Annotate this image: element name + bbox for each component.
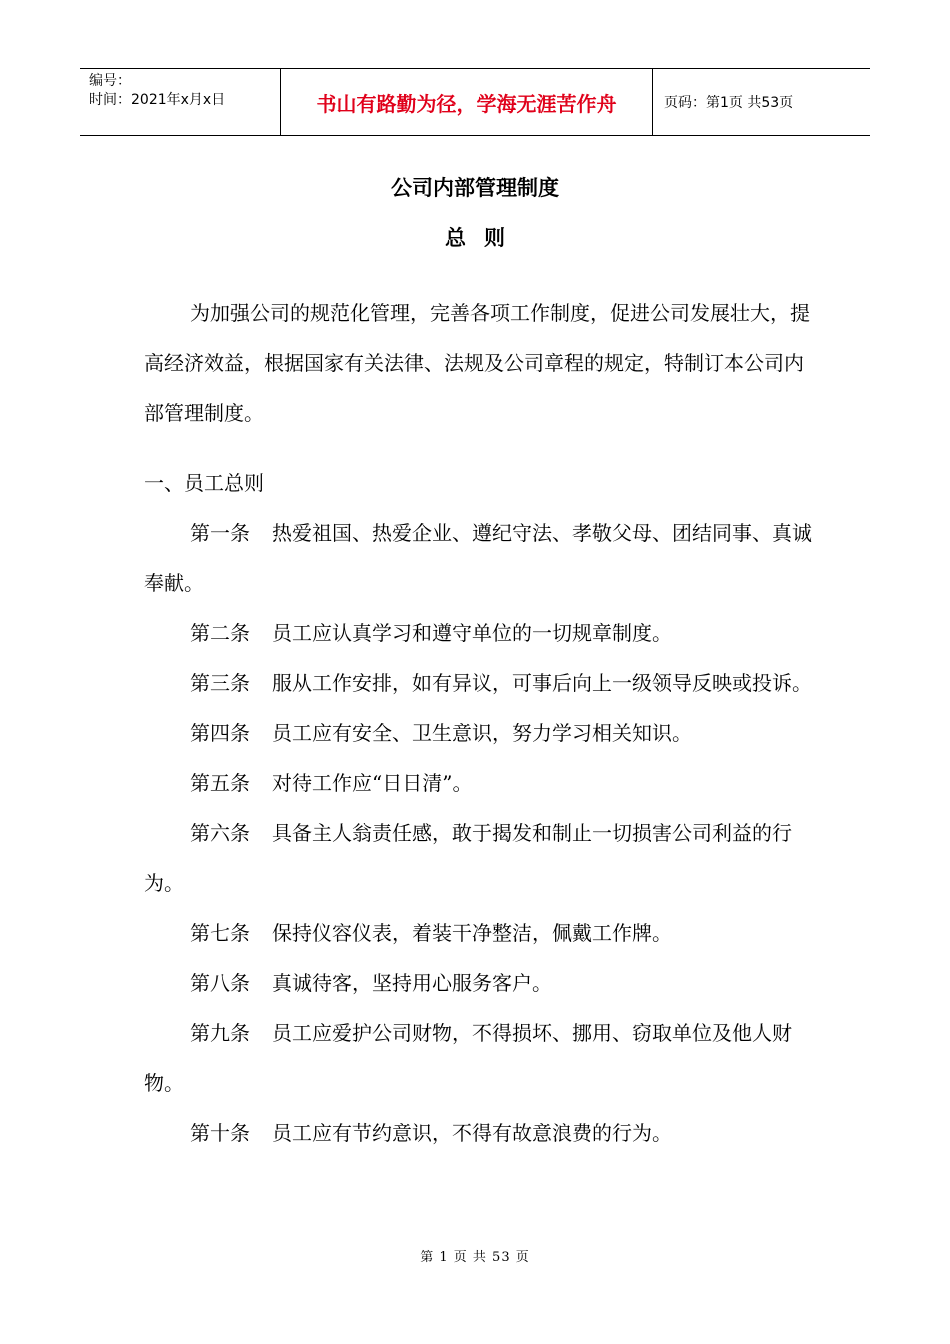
header-meta-cell: [80, 69, 281, 135]
article-number: 第六条: [190, 821, 250, 845]
article-item: [144, 658, 814, 708]
article-number: 第十条: [190, 1121, 250, 1145]
article-item: [144, 758, 814, 808]
header-motto: 书山有路勤为径，学海无涯苦作舟: [316, 91, 617, 116]
article-number: 第八条: [190, 971, 250, 995]
document-time-label: 时间：2021年x月x日: [89, 92, 226, 108]
article-text: 员工应认真学习和遵守单位的一切规章制度。: [272, 621, 672, 645]
article-item: [144, 908, 814, 958]
document-body: [144, 288, 814, 1158]
intro-paragraph: 为加强公司的规范化管理，完善各项工作制度，促进公司发展壮大，提高经济效益，根据国家有关法律、法规及公司章程的规定，特制订本公司内部管理制度。: [144, 301, 810, 425]
article-item: [144, 608, 814, 658]
article-number: 第七条: [190, 921, 250, 945]
header-table: [80, 68, 870, 136]
article-text: 真诚待客，坚持用心服务客户。: [272, 971, 552, 995]
article-text: 服从工作安排，如有异议，可事后向上一级领导反映或投诉。: [272, 671, 812, 695]
article-text: 员工应爱护公司财物，不得损坏、挪用、窃取单位及他人财物。: [144, 1021, 792, 1095]
article-text: 员工应有节约意识，不得有故意浪费的行为。: [272, 1121, 672, 1145]
article-item: [144, 958, 814, 1008]
article-item: [144, 808, 814, 908]
article-text: 对待工作应“日日清”。: [272, 771, 473, 795]
article-number: 第一条: [190, 521, 250, 545]
article-item: [144, 1008, 814, 1108]
article-number: 第九条: [190, 1021, 250, 1045]
header-page-cell: [653, 69, 870, 135]
article-number: 第三条: [190, 671, 250, 695]
header-motto-cell: [281, 69, 653, 135]
document-subtitle: 总则: [445, 226, 523, 250]
article-text: 具备主人翁责任感，敢于揭发和制止一切损害公司利益的行为。: [144, 821, 792, 895]
article-list: [144, 508, 814, 1158]
header-page-info: 页码：第1页 共53页: [664, 95, 794, 111]
article-number: 第五条: [190, 771, 250, 795]
article-number: 第四条: [190, 721, 250, 745]
article-text: 保持仪容仪表，着装干净整洁，佩戴工作牌。: [272, 921, 672, 945]
document-number-label: 编号：: [89, 73, 131, 89]
article-item: [144, 508, 814, 608]
section-heading: 一、员工总则: [144, 471, 264, 495]
spacer: [144, 438, 814, 458]
article-text: 员工应有安全、卫生意识，努力学习相关知识。: [272, 721, 692, 745]
article-item: [144, 708, 814, 758]
page-footer: 第 1 页 共 53 页: [420, 1250, 530, 1265]
document-title: 公司内部管理制度: [391, 176, 559, 200]
article-item: [144, 1108, 814, 1158]
article-text: 热爱祖国、热爱企业、遵纪守法、孝敬父母、团结同事、真诚奉献。: [144, 521, 812, 595]
article-number: 第二条: [190, 621, 250, 645]
